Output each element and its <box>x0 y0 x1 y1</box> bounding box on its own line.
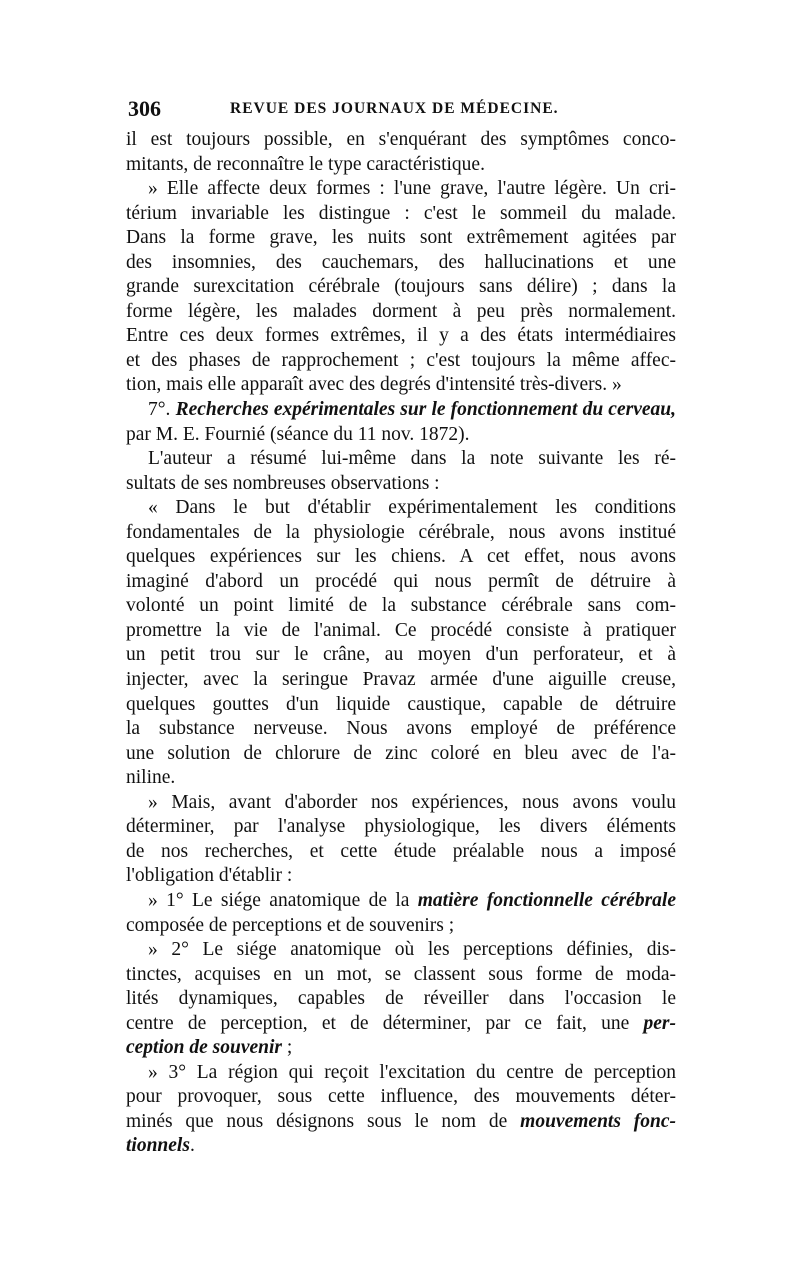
text-line: Dans la forme grave, les nuits sont extrêmement agitées par <box>126 227 676 249</box>
text-line: lités dynamiques, capables de réveiller dans l'occasion le <box>126 988 676 1010</box>
text-line <box>126 1012 676 1037</box>
text-line: promettre la vie de l'animal. Ce procédé consiste à pratiquer <box>126 619 676 641</box>
section-number: 7°. <box>148 399 176 421</box>
text-line: forme légère, les malades dorment à peu près normalement. <box>126 300 676 322</box>
text-run: centre de perception, et de déterminer, par ce fait, une <box>126 1012 644 1034</box>
emphasis: tionnels <box>126 1135 190 1157</box>
text-run: . <box>189 1135 195 1157</box>
text-line: niline. <box>126 767 176 789</box>
text-line: imaginé d'abord un procédé qui nous permît de détruire à <box>126 570 676 592</box>
text-line: sultats de ses nombreuses observations : <box>126 472 440 494</box>
section-heading <box>126 398 676 423</box>
text-line: » 2° Le siége anatomique où les perceptions définies, dis- <box>148 939 676 961</box>
text-line: » Mais, avant d'aborder nos expériences, nous avons voulu <box>148 791 676 813</box>
text-line: de nos recherches, et cette étude préalable nous a imposé <box>126 840 676 862</box>
text-line: » Elle affecte deux formes : l'une grave, l'autre légère. Un cri- <box>148 178 676 200</box>
section-title: Recherches expérimentales sur le fonctionnement du cerveau, <box>175 399 676 421</box>
page-header <box>128 96 673 126</box>
text-line <box>126 1036 676 1061</box>
text-line: l'obligation d'établir : <box>126 865 293 887</box>
text-line: déterminer, par l'analyse physiologique, les divers éléments <box>126 816 676 838</box>
text-line: injecter, avec la seringue Pravaz armée d'une aiguille creuse, <box>126 669 676 691</box>
text-line: tion, mais elle apparaît avec des degrés d'intensité très-divers. » <box>126 374 622 396</box>
emphasis: matière fonctionnelle cérébrale <box>417 889 676 911</box>
text-line: L'auteur a résumé lui-même dans la note suivante les ré- <box>148 448 676 470</box>
text-line: composée de perceptions et de souvenirs ; <box>126 914 455 936</box>
text-line <box>126 1134 676 1159</box>
text-run: ; <box>282 1037 293 1059</box>
text-line: et des phases de rapprochement ; c'est toujours la même affec- <box>126 349 676 371</box>
text-line <box>126 1110 676 1135</box>
text-line: quelques gouttes d'un liquide caustique, capable de détruire <box>126 693 676 715</box>
text-line: mitants, de reconnaître le type caractéristique. <box>126 153 485 175</box>
text-line: la substance nerveuse. Nous avons employé de préférence <box>126 718 676 740</box>
text-line <box>126 889 676 914</box>
text-line: pour provoquer, sous cette influence, des mouvements déter- <box>126 1086 676 1108</box>
text-line: térium invariable les distingue : c'est le sommeil du malade. <box>126 202 676 224</box>
text-line: Entre ces deux formes extrêmes, il y a des états intermédiaires <box>126 325 676 347</box>
emphasis: per- <box>643 1012 676 1034</box>
text-line: quelques expériences sur les chiens. A cet effet, nous avons <box>126 546 676 568</box>
text-run: minés que nous désignons sous le nom de <box>126 1110 521 1132</box>
text-line: » 3° La région qui reçoit l'excitation du centre de perception <box>148 1061 676 1083</box>
emphasis: mouvements fonc- <box>520 1110 677 1132</box>
text-line: par M. E. Fournié (séance du 11 nov. 1872). <box>126 423 470 445</box>
text-line: volonté un point limité de la substance cérébrale sans com- <box>126 595 676 617</box>
text-line: une solution de chlorure de zinc coloré en bleu avec de l'a- <box>126 742 676 764</box>
emphasis: ception de souvenir <box>126 1037 282 1059</box>
text-line: « Dans le but d'établir expérimentalement les conditions <box>148 497 676 519</box>
text-line: il est toujours possible, en s'enquérant des symptômes conco- <box>126 129 676 150</box>
body-text <box>126 128 676 1159</box>
text-line: tinctes, acquises en un mot, se classent sous forme de moda- <box>126 963 676 985</box>
text-line: des insomnies, des cauchemars, des hallucinations et une <box>126 251 676 273</box>
running-title: REVUE DES JOURNAUX DE MÉDECINE. <box>230 100 559 117</box>
text-line: un petit trou sur le crâne, au moyen d'un perforateur, et à <box>126 644 676 666</box>
text-line: grande surexcitation cérébrale (toujours sans délire) ; dans la <box>126 276 676 298</box>
text-run: » 1° Le siége anatomique de la <box>148 889 418 911</box>
page-number: 306 <box>128 96 161 121</box>
text-line: fondamentales de la physiologie cérébrale, nous avons institué <box>126 521 676 543</box>
